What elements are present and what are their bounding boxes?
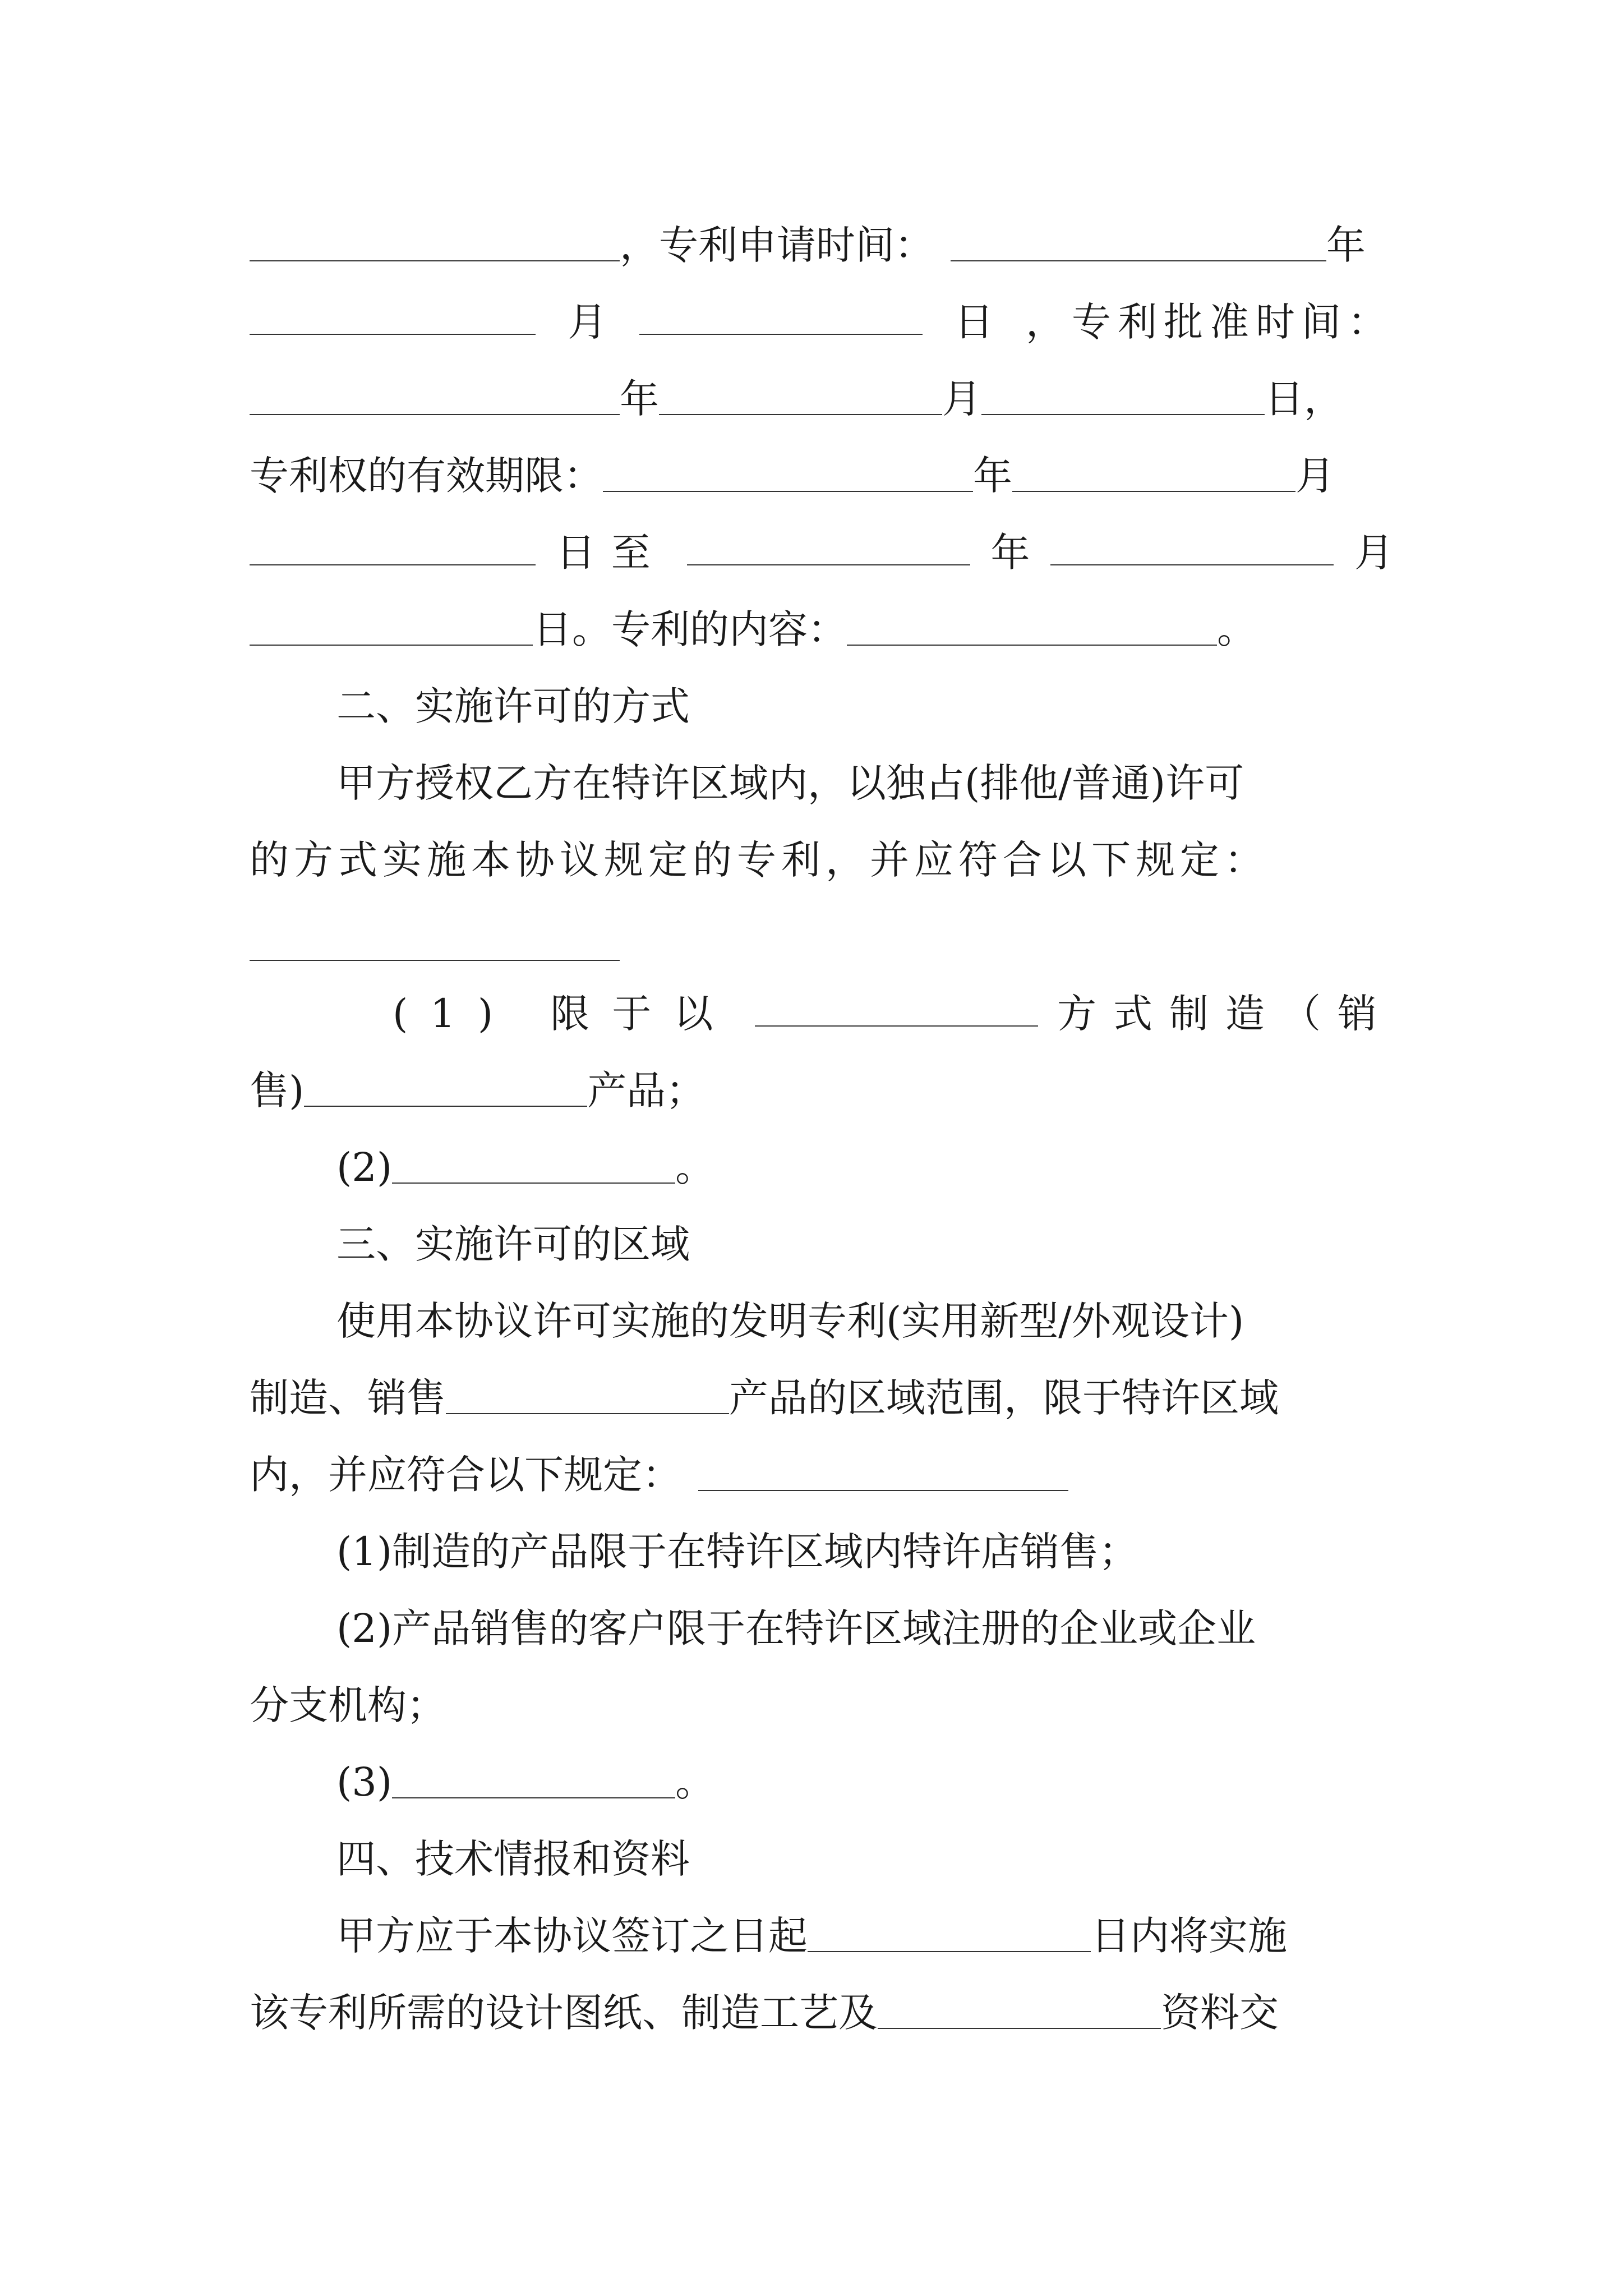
text-segment: 日。专利的内容： — [533, 606, 847, 652]
list-item: (2)产品销售的客户限于在特许区域注册的企业或企业 — [336, 1605, 1256, 1651]
text-segment: 方式制造（销 — [1057, 991, 1394, 1037]
text-segment: 甲方应于本协议签订之日起 — [336, 1913, 808, 1959]
fill-in-blank — [1050, 564, 1334, 565]
fill-in-blank — [250, 260, 620, 261]
paragraph-line — [250, 1367, 1394, 1429]
text-segment: 内，并应符合以下规定： — [250, 1452, 681, 1498]
section-heading: 二、实施许可的方式 — [336, 683, 690, 729]
fill-in-blank — [639, 334, 923, 335]
fill-in-blank — [808, 1951, 1091, 1952]
text-line — [250, 291, 1394, 353]
paragraph-line: 使用本协议许可实施的发明专利(实用新型/外观设计) — [336, 1298, 1244, 1344]
text-line — [250, 445, 1394, 507]
paragraph-line — [250, 829, 1394, 891]
fill-in-blank — [755, 1025, 1038, 1027]
text-segment: 资料交 — [1161, 1990, 1279, 2036]
text-segment: 。 — [675, 1144, 715, 1190]
fill-in-blank — [250, 645, 533, 646]
fill-in-blank — [392, 1797, 675, 1798]
text-segment: 月 — [1295, 453, 1335, 499]
text-segment: (2) — [336, 1144, 393, 1190]
fill-in-blank — [392, 1182, 675, 1184]
text-segment: 日内将实施 — [1091, 1913, 1287, 1959]
list-item-continuation: 分支机构； — [250, 1682, 446, 1728]
fill-in-blank — [250, 564, 536, 565]
text-segment: (3) — [336, 1759, 393, 1805]
text-line — [250, 599, 1394, 660]
text-segment: 月 — [942, 376, 981, 422]
section-heading: 四、技术情报和资料 — [336, 1836, 690, 1882]
section-heading: 三、实施许可的区域 — [336, 1221, 690, 1267]
text-segment: 月 — [1354, 530, 1394, 576]
text-segment: 月 — [568, 299, 607, 345]
fill-in-blank — [603, 491, 973, 492]
text-segment: 产品； — [587, 1068, 706, 1114]
fill-in-blank — [878, 2028, 1161, 2029]
list-item: (1)制造的产品限于在特许区域内特许店销售； — [336, 1529, 1138, 1575]
fill-in-blank — [698, 1490, 1068, 1491]
list-item — [336, 1137, 1394, 1198]
text-segment: 产品的区域范围，限于特许区域 — [729, 1375, 1279, 1421]
text-segment: 。 — [1217, 606, 1256, 652]
paragraph-line: 甲方授权乙方在特许区域内，以独占(排他/普通)许可 — [336, 760, 1244, 806]
text-line — [250, 368, 1394, 430]
text-segment: ，专利申请时间： — [620, 222, 934, 268]
fill-in-blank — [250, 960, 620, 961]
list-item — [393, 983, 1394, 1045]
text-segment: 的方式实施本协议规定的专利，并应符合以下规定： — [250, 837, 1269, 883]
text-segment: 年 — [973, 453, 1012, 499]
fill-in-blank — [250, 334, 536, 335]
fill-in-blank — [847, 645, 1217, 646]
fill-in-blank — [981, 414, 1265, 415]
list-item — [336, 1751, 1394, 1813]
list-item-continuation — [250, 1060, 1394, 1121]
text-line — [250, 214, 1394, 276]
text-segment: 售) — [250, 1068, 305, 1114]
text-segment: 年 — [1326, 222, 1366, 268]
fill-in-blank — [1012, 491, 1295, 492]
text-segment: 该专利所需的设计图纸、制造工艺及 — [250, 1990, 878, 2036]
fill-in-blank — [304, 1106, 587, 1107]
text-segment: 日至 — [556, 530, 666, 576]
text-segment: 。 — [675, 1759, 715, 1805]
text-segment: (1) 限于以 — [393, 991, 736, 1037]
text-segment: 年 — [990, 530, 1030, 576]
text-segment: ，专利批准时间： — [1026, 299, 1394, 345]
text-segment: 日 — [954, 299, 994, 345]
text-line — [250, 906, 1394, 968]
fill-in-blank — [951, 260, 1326, 261]
text-segment: 日， — [1265, 376, 1343, 422]
fill-in-blank — [250, 414, 620, 415]
paragraph-line — [336, 1905, 1394, 1967]
text-segment: 年 — [620, 376, 659, 422]
text-segment: 制造、销售 — [250, 1375, 446, 1421]
paragraph-line — [250, 1444, 1394, 1506]
text-segment: 专利权的有效期限： — [250, 453, 603, 499]
paragraph-line — [250, 1982, 1394, 2044]
fill-in-blank — [687, 564, 970, 565]
text-line — [250, 522, 1394, 583]
fill-in-blank — [659, 414, 942, 415]
fill-in-blank — [446, 1413, 729, 1414]
